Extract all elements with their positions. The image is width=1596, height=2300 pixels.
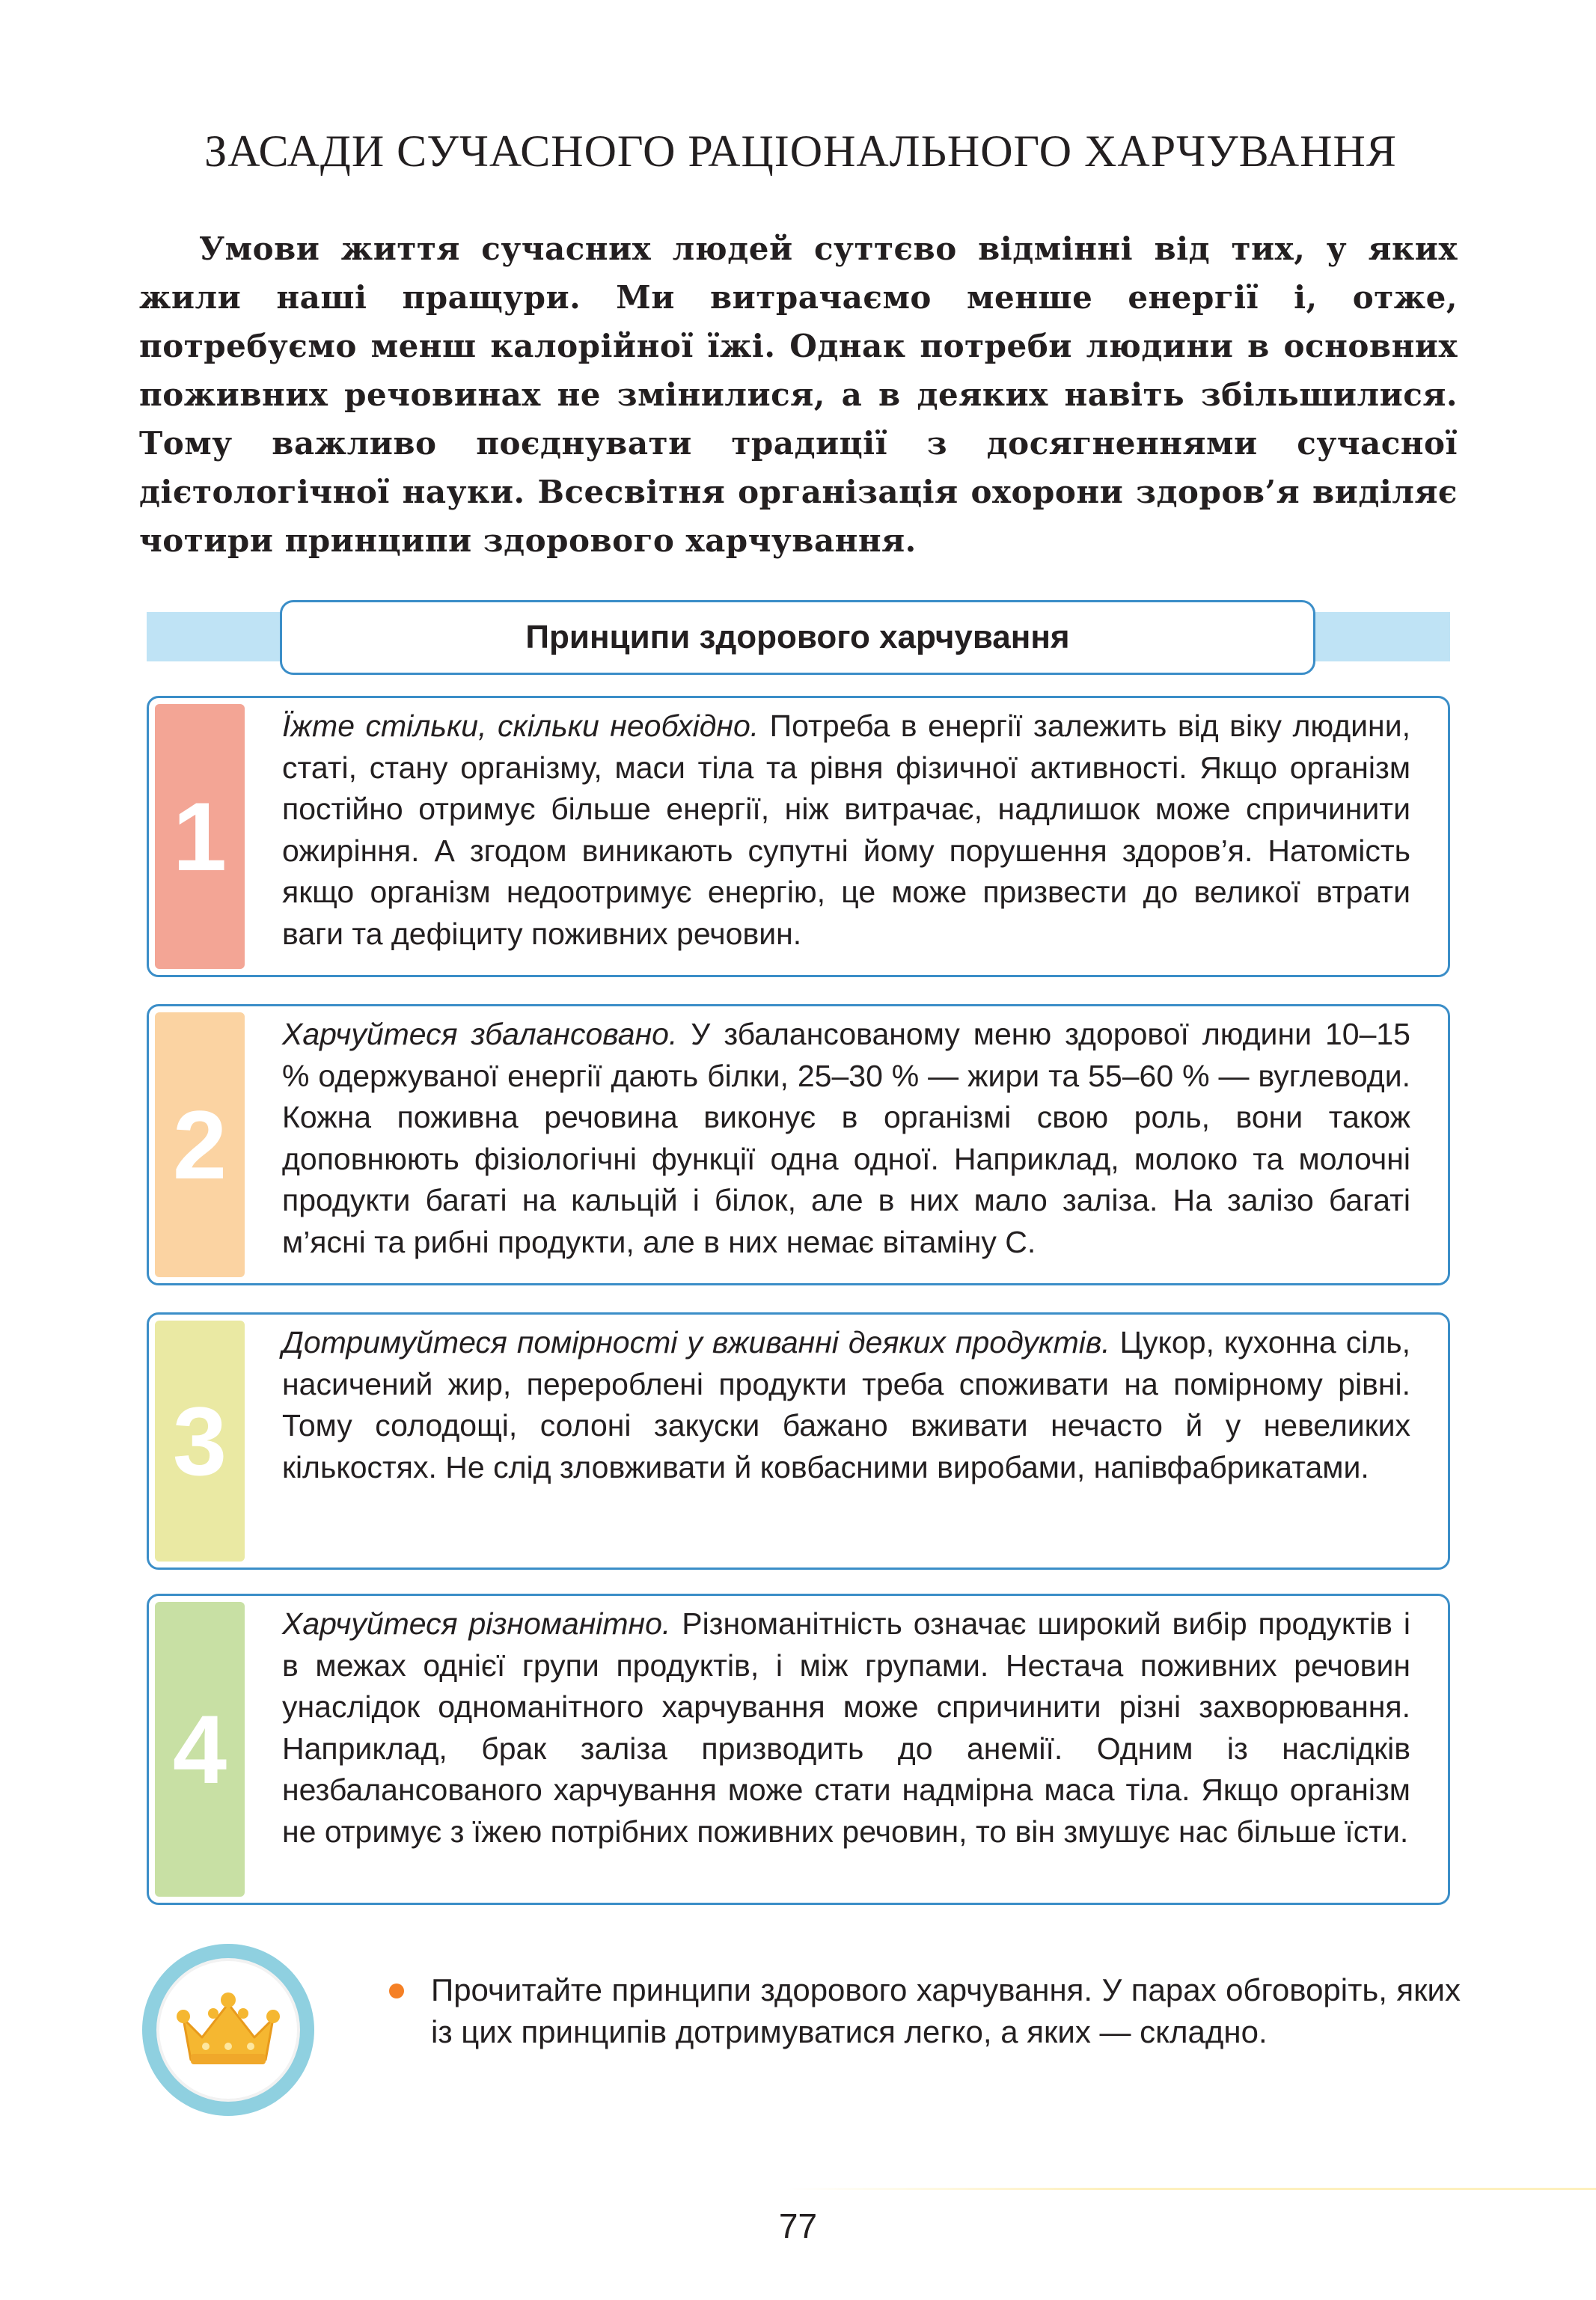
- principle-body: Цукор, кухонна сіль, насичений жир, перероблені продукти треба споживати на помірному рівні. Тому солодощі, солоні закуски бажано вживати нечасто й у невеликих кількостях. Не слід зловживати й ковбасними виробами, напівфабрикатами.: [282, 1325, 1410, 1484]
- task-badge: [142, 1944, 314, 2116]
- principle-text: [282, 706, 1410, 955]
- principles-heading: Принципи здорового харчування: [280, 600, 1315, 675]
- principle-body: У збалансованому меню здорової людини 10–15 % одержуваної енергії дають білки, 25–30 % — жири та 55–60 % — вуглеводи. Кожна поживна речовина виконує в організмі свою роль, вони також доповнюють фізіологічні функції одна одної. Наприклад, молоко та молочні продукти багаті на кальцій і білок, але в них мало заліза. На залізо багаті м’ясні та рибні продукти, але в них немає вітаміну С.: [282, 1017, 1410, 1259]
- task-text: Прочитайте принципи здорового харчування. У парах обговоріть, яких із цих принципів дотримуватися легко, а яких — складно.: [431, 1972, 1461, 2049]
- principle-number: 4: [155, 1602, 245, 1897]
- intro-paragraph: Умови життя сучасних людей суттєво відмінні від тих, у яких жили наші пращури. Ми витрачаємо менше енергії і, отже, потребуємо менш калорійної їжі. Однак потреби людини в основних поживних речовинах не змінилися, а в деяких навіть збільшилися. Тому важливо поєднувати традиції з досягненнями сучасної дієтологічної науки. Всесвітня організація охорони здоров’я виділяє чотири принципи здорового харчування.: [139, 230, 1458, 559]
- principle-number: 1: [155, 704, 245, 969]
- principle-text: [282, 1603, 1410, 1853]
- principle-lead: Харчуйтеся збалансовано.: [282, 1017, 678, 1051]
- bullet-icon: [389, 1984, 404, 1998]
- principle-lead: Дотримуйтеся помірності у вживанні деяких продуктів.: [282, 1325, 1110, 1359]
- principle-lead: Харчуйтеся різноманітно.: [282, 1606, 671, 1641]
- principle-number: 2: [155, 1012, 245, 1277]
- principle-lead: Їжте стільки, скільки необхідно.: [282, 709, 759, 743]
- principle-body: Різноманітність означає широкий вибір продуктів і в межах однієї групи продуктів, і між групами. Нестача поживних речовин унаслідок одноманітного харчування може спричинити різні захворювання. Наприклад, брак заліза призводить до анемії. Одним із наслідків незбалансованого харчування може стати надмірна маса тіла. Якщо організм не отримує з їжею потрібних поживних речовин, то він змушує нас більше їсти.: [282, 1606, 1410, 1849]
- page-number: 77: [778, 2206, 818, 2245]
- principle-card-2: [147, 1004, 1450, 1285]
- principle-text: [282, 1322, 1410, 1488]
- principle-card-3: [147, 1312, 1450, 1570]
- principle-body: Потреба в енергії залежить від віку людини, статі, стану організму, маси тіла та рівня фізичної активності. Якщо організм постійно отримує більше енергії, ніж витрачає, надлишок може спричинити ожиріння. А згодом виникають супутні йому порушення здоров’я. Натомість якщо організм недоотримує енергію, це може призвести до великої втрати ваги та дефіциту поживних речовин.: [282, 709, 1410, 951]
- page-title: ЗАСАДИ СУЧАСНОГО РАЦІОНАЛЬНОГО ХАРЧУВАННЯ: [204, 126, 1397, 176]
- principle-card-4: [147, 1594, 1450, 1905]
- principle-card-1: [147, 696, 1450, 977]
- principle-text: [282, 1014, 1410, 1263]
- crown-icon: [156, 1958, 300, 2102]
- principle-number: 3: [155, 1321, 245, 1562]
- footer-divider: [786, 2188, 1596, 2190]
